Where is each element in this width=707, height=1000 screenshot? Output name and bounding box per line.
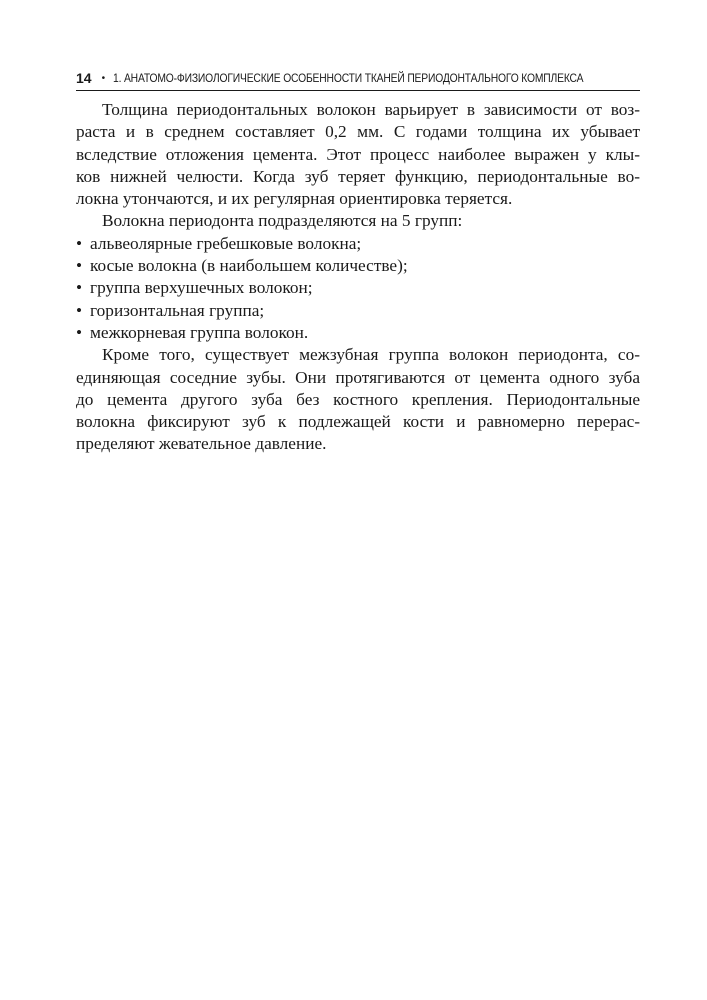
paragraph-fiber-thickness: [76, 99, 640, 210]
text-line: вследствие отложения цемента. Этот процесс наиболее выражен у клы-: [76, 144, 640, 164]
header-rule: [76, 90, 640, 91]
bullet: •: [76, 256, 83, 276]
text-line: единяющая соседние зубы. Они протягиваются от цемента одного зуба: [76, 367, 640, 387]
list-item-text: альвеолярные гребешковые волокна;: [90, 233, 362, 253]
list-item-text: группа верхушечных волокон;: [90, 278, 313, 298]
list-item: [76, 233, 640, 255]
header-separator: •: [101, 72, 106, 84]
paragraph-interdental-group: [76, 344, 640, 455]
text-line: локна утончаются, и их регулярная ориентировка теряется.: [76, 189, 513, 209]
bullet: •: [76, 300, 83, 320]
fiber-groups-list: [76, 233, 640, 344]
text-line: раста и в среднем составляет 0,2 мм. С годами толщина их убывает: [76, 122, 640, 142]
list-item-text: межкорневая группа волокон.: [90, 322, 309, 342]
running-header: [76, 68, 640, 88]
list-item-text: горизонтальная группа;: [90, 300, 265, 320]
text-line: ков нижней челюсти. Когда зуб теряет функцию, периодонтальные во-: [76, 166, 640, 186]
chapter-title: 1. АНАТОМО-ФИЗИОЛОГИЧЕСКИЕ ОСОБЕННОСТИ ТКАНЕЙ ПЕРИОДОНТАЛЬНОГО КОМПЛЕКСА: [113, 71, 584, 85]
body-text: [76, 99, 640, 456]
paragraph-groups-intro: [76, 210, 640, 232]
text-line: до цемента другого зуба без костного крепления. Периодонтальные: [76, 389, 640, 409]
text-line: пределяют жевательное давление.: [76, 434, 327, 454]
list-item: [76, 255, 640, 277]
page-number: 14: [76, 70, 92, 86]
text-line: Кроме того, существует межзубная группа волокон периодонта, со-: [102, 345, 640, 365]
list-item: [76, 322, 640, 344]
list-item-text: косые волокна (в наибольшем количестве);: [90, 256, 408, 276]
text-line: Волокна периодонта подразделяются на 5 групп:: [102, 211, 463, 231]
text-line: Толщина периодонтальных волокон варьирует в зависимости от воз-: [102, 100, 640, 119]
list-item: [76, 300, 640, 322]
list-item: [76, 277, 640, 299]
bullet: •: [76, 278, 83, 298]
bullet: •: [76, 322, 83, 342]
text-line: волокна фиксируют зуб к подлежащей кости и равномерно перерас-: [76, 412, 640, 432]
bullet: •: [76, 233, 83, 253]
